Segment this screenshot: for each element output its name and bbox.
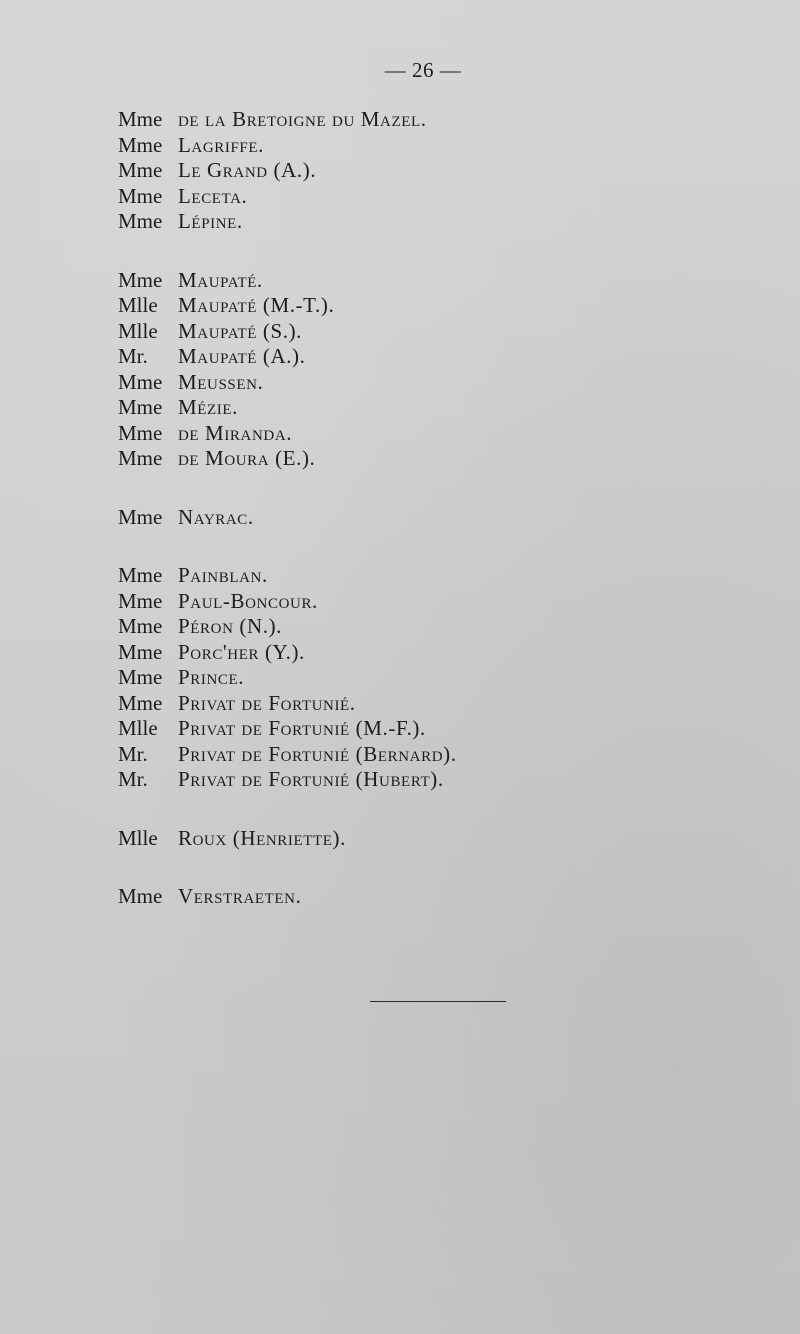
entry-title: Mr.	[118, 344, 148, 368]
entry-title: Mme	[118, 209, 163, 233]
list-entry	[118, 293, 778, 319]
group-spacer	[118, 530, 778, 563]
list-entry	[118, 767, 778, 793]
entry-title: Mme	[118, 446, 163, 470]
list-entry	[118, 884, 778, 910]
list-entry	[118, 640, 778, 666]
entry-name: Maupaté (A.).	[178, 344, 306, 368]
entry-name: Mézie.	[178, 395, 239, 419]
list-entry	[118, 370, 778, 396]
group-spacer	[118, 235, 778, 268]
entry-title: Mme	[118, 639, 163, 664]
name-group-l	[118, 107, 778, 235]
list-entry	[118, 589, 778, 615]
list-entry	[118, 446, 778, 472]
list-entry	[118, 742, 778, 768]
list-entry	[118, 268, 778, 294]
entry-name: Maupaté (M.-T.).	[178, 293, 335, 317]
name-group-r	[118, 826, 778, 852]
entry-name: de Miranda.	[178, 420, 293, 445]
entry-title: Mme	[118, 665, 163, 689]
entry-title: Mme	[118, 588, 163, 613]
list-entry	[118, 421, 778, 447]
name-list	[118, 107, 778, 910]
name-group-m	[118, 268, 778, 472]
entry-name: Meussen.	[178, 369, 264, 394]
list-entry	[118, 563, 778, 589]
entry-title: Mme	[118, 158, 163, 182]
entry-title: Mme	[118, 884, 163, 908]
end-rule-divider	[370, 1001, 506, 1002]
list-entry	[118, 158, 778, 184]
entry-title: Mme	[118, 504, 163, 529]
entry-name: Roux (Henriette).	[178, 825, 347, 850]
entry-title: Mr.	[118, 767, 148, 791]
entry-name: Paul-Boncour.	[178, 588, 318, 613]
group-spacer	[118, 851, 778, 884]
page-number: — 26 —	[384, 58, 462, 82]
group-spacer	[118, 793, 778, 826]
entry-name: Leceta.	[178, 183, 248, 208]
entry-name: Nayrac.	[178, 504, 254, 529]
entry-title: Mlle	[118, 318, 158, 343]
entry-title: Mlle	[118, 825, 158, 850]
list-entry	[118, 184, 778, 210]
group-spacer	[118, 472, 778, 505]
entry-name: Porc'her (Y.).	[178, 639, 305, 664]
entry-title: Mlle	[118, 716, 158, 740]
entry-title: Mme	[118, 132, 163, 157]
entry-name: de Moura (E.).	[178, 446, 316, 470]
name-group-n	[118, 505, 778, 531]
entry-name: Privat de Fortunié (M.-F.).	[178, 716, 426, 740]
entry-title: Mme	[118, 563, 163, 587]
entry-title: Mme	[118, 369, 163, 394]
entry-name: Painblan.	[178, 563, 268, 587]
entry-name: de la Bretoigne du Mazel.	[178, 107, 427, 131]
entry-title: Mme	[118, 107, 163, 131]
entry-name: Maupaté (S.).	[178, 318, 303, 343]
list-entry	[118, 716, 778, 742]
entry-title: Mme	[118, 690, 163, 715]
list-entry	[118, 665, 778, 691]
list-entry	[118, 319, 778, 345]
entry-title: Mme	[118, 614, 163, 638]
entry-name: Lépine.	[178, 209, 243, 233]
list-entry	[118, 505, 778, 531]
entry-title: Mlle	[118, 293, 158, 317]
entry-name: Privat de Fortunié (Bernard).	[178, 741, 457, 766]
entry-name: Prince.	[178, 665, 245, 689]
list-entry	[118, 107, 778, 133]
entry-title: Mme	[118, 420, 163, 445]
entry-name: Privat de Fortunié.	[178, 690, 356, 715]
list-entry	[118, 826, 778, 852]
list-entry	[118, 614, 778, 640]
entry-title: Mme	[118, 395, 163, 419]
list-entry	[118, 209, 778, 235]
list-entry	[118, 395, 778, 421]
entry-name: Le Grand (A.).	[178, 158, 317, 182]
name-group-v	[118, 884, 778, 910]
entry-title: Mme	[118, 183, 163, 208]
entry-name: Maupaté.	[178, 267, 263, 292]
list-entry	[118, 344, 778, 370]
name-group-p	[118, 563, 778, 793]
entry-title: Mr.	[118, 741, 148, 766]
entry-name: Péron (N.).	[178, 614, 283, 638]
entry-name: Lagriffe.	[178, 132, 264, 157]
entry-name: Verstraeten.	[178, 884, 302, 908]
entry-title: Mme	[118, 267, 163, 292]
list-entry	[118, 691, 778, 717]
list-entry	[118, 133, 778, 159]
entry-name: Privat de Fortunié (Hubert).	[178, 767, 444, 791]
